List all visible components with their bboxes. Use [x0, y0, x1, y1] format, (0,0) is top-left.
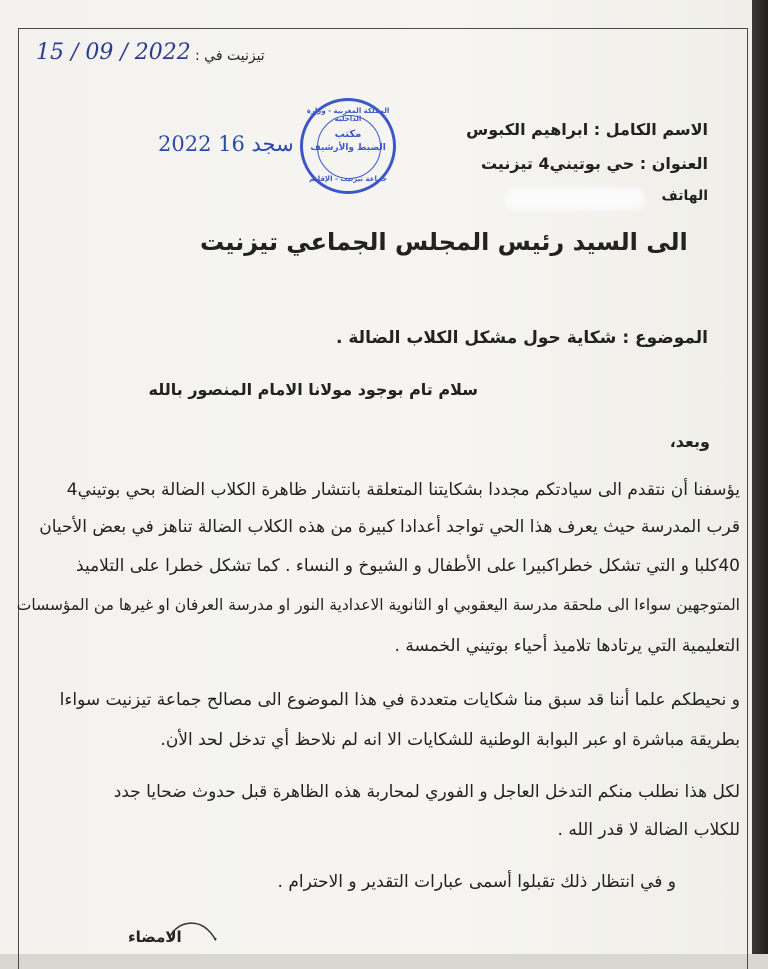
body-line-3: 40كلبا و التي تشكل خطراكبيرا على الأطفال و الشيوخ و النساء . كما تشكل خطرا على التلاميذ — [76, 556, 740, 576]
stamp-received-date: 2022 سجد 16 — [158, 132, 294, 156]
subject-line: الموضوع : شكاية حول مشكل الكلاب الضالة . — [336, 328, 708, 348]
opening-line: وبعد، — [669, 432, 710, 451]
body-line-5: التعليمية التي يرتادها تلاميذ أحياء بوتيني الخمسة . — [394, 636, 740, 656]
closing-line: و في انتظار ذلك تقبلوا أسمى عبارات التقدير و الاحترام . — [277, 872, 676, 892]
handwritten-reference-date: 15 / 09 / 2022 — [36, 40, 191, 65]
signature-label: الامضاء — [128, 928, 182, 946]
registry-stamp: المملكة المغربية - وزارة الداخلية مكتب الضبط والأرشيف جماعة تيزنيت - الإقليم — [300, 98, 396, 194]
body-line-4: المتوجهين سواءا الى ملحقة مدرسة اليعقوبي او الثانوية الاعدادية النور او مدرسة العرفان او غيرها من المؤسسات — [16, 596, 740, 614]
body-line-9: للكلاب الضالة لا قدر الله . — [557, 820, 740, 840]
city-date-label: تيزنيت في : — [195, 48, 265, 64]
redacted-phone — [505, 188, 645, 210]
recipient-line: الى السيد رئيس المجلس الجماعي تيزنيت — [200, 228, 688, 256]
body-line-2: قرب المدرسة حيث يعرف هذا الحي تواجد أعدادا كبيرة من هذه الكلاب الضالة تناهز في بعض الأحيان — [39, 517, 740, 537]
sender-phone-label: الهاتف — [661, 188, 708, 204]
page-edge-shadow — [752, 0, 768, 954]
body-line-1: يؤسفنا أن نتقدم الى سيادتكم مجددا بشكايتنا المتعلقة بانتشار ظاهرة الكلاب الضالة بحي بوتيني4 — [66, 480, 740, 500]
sender-address: العنوان : حي بوتيني4 تيزنيت — [480, 154, 708, 173]
sender-name: الاسم الكامل : ابراهيم الكبوس — [466, 120, 708, 139]
signature-scribble — [168, 916, 218, 946]
body-line-6: و نحيطكم علما أننا قد سبق منا شكايات متعددة في هذا الموضوع الى مصالح جماعة تيزنيت سواءا — [59, 690, 740, 710]
body-line-8: لكل هذا نطلب منكم التدخل العاجل و الفوري لمحاربة هذه الظاهرة قبل حدوث ضحايا جدد — [113, 782, 740, 802]
body-line-7: بطريقة مباشرة او عبر البوابة الوطنية للشكايات الا انه لم نلاحظ أي تدخل لحد الأن. — [160, 730, 740, 750]
greeting: سلام تام بوجود مولانا الامام المنصور بالله — [148, 380, 478, 399]
